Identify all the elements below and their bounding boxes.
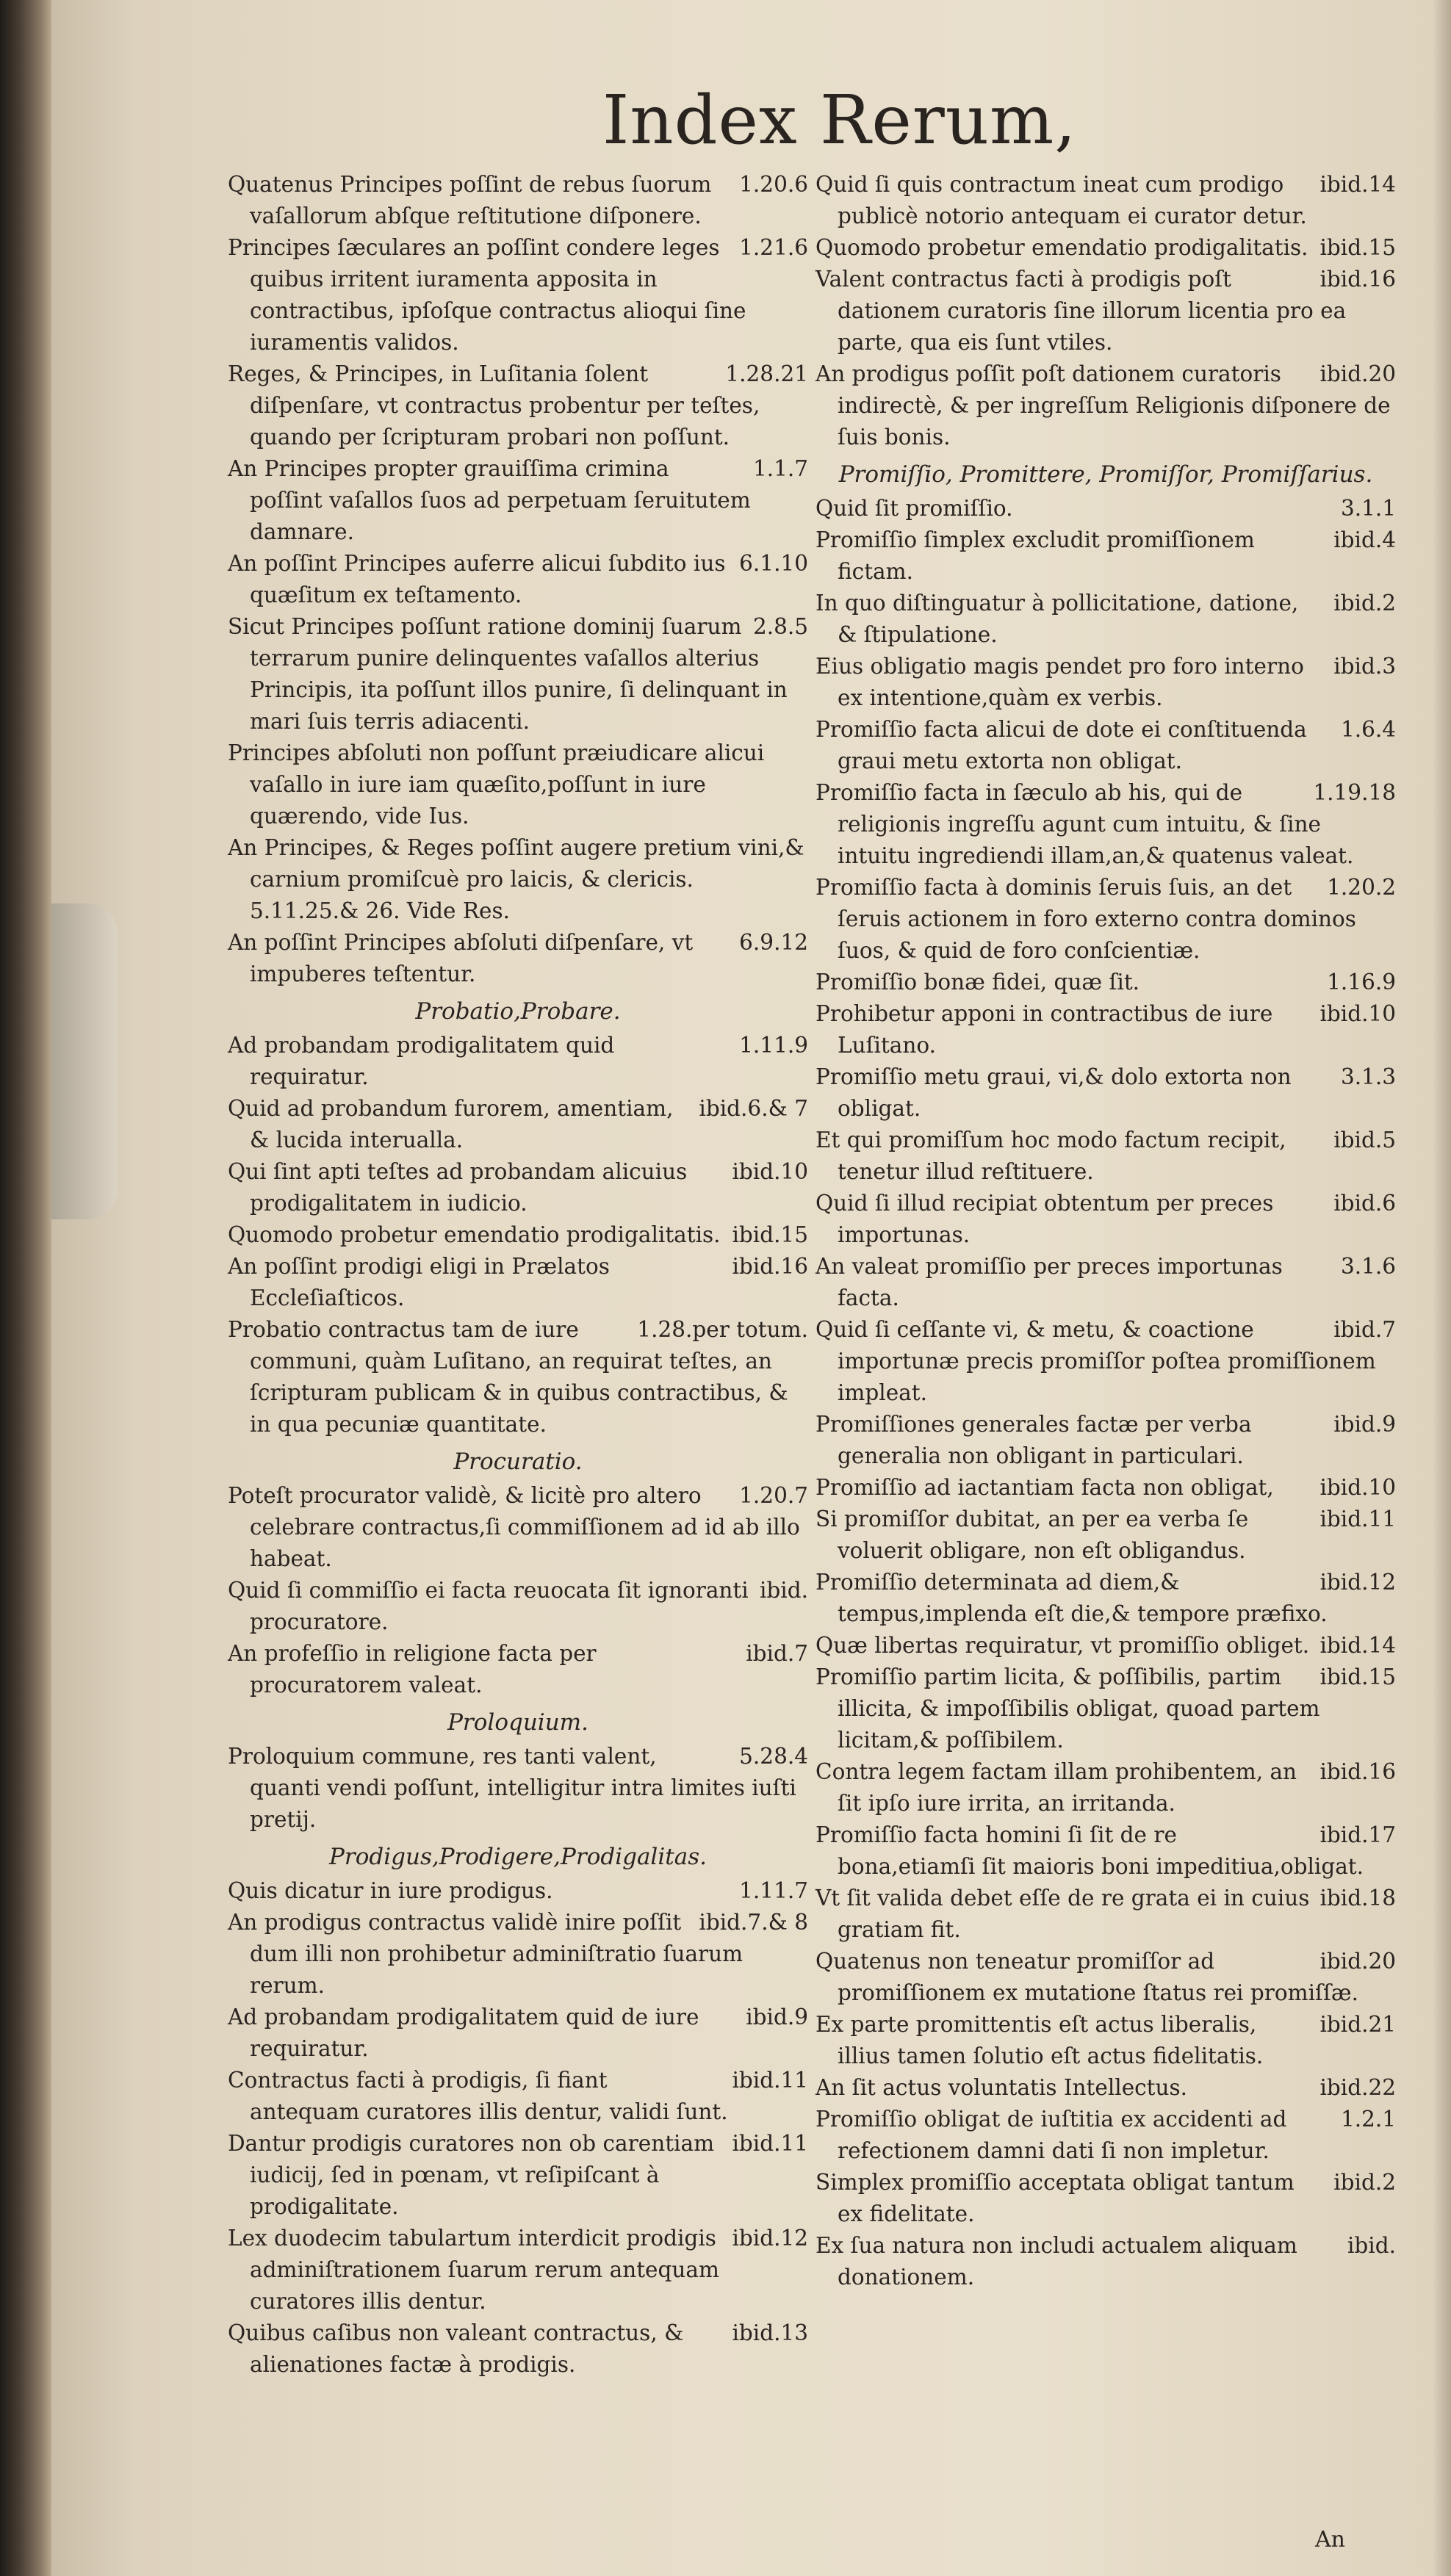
entry-text: Quomodo probetur emendatio prodigalitatis. — [815, 235, 1308, 260]
entry-reference: 1.20.6 — [739, 172, 808, 197]
index-entry — [815, 651, 1396, 714]
index-entry — [815, 1314, 1396, 1409]
entry-reference: ibid.18 — [1319, 1886, 1396, 1911]
entry-text: Quid ſi illud recipiat obtentum per preces importunas. — [815, 1191, 1274, 1247]
entry-text: An poſſint prodigi eligi in Prælatos Eccleſiaſticos. — [228, 1254, 610, 1310]
index-entry — [815, 1756, 1396, 1819]
entry-text: Valent contractus facti à prodigis poſt dationem curatoris ſine illorum licentia pro ea parte, qua eis ſunt vtiles. — [815, 267, 1347, 355]
entry-reference: ibid.16 — [732, 1254, 808, 1279]
entry-text: Quibus caſibus non valeant contractus, & alienationes factæ à prodigis. — [228, 2320, 684, 2377]
entry-text: Et qui promiſſum hoc modo factum recipit, tenetur illud reſtituere. — [815, 1128, 1286, 1184]
entry-reference: 1.11.7 — [739, 1878, 808, 1903]
right-column — [815, 169, 1396, 2293]
index-entry — [815, 2009, 1396, 2072]
entry-reference: ibid.17 — [1319, 1822, 1396, 1847]
entry-text: Promiſſiones generales factæ per verba generalia non obligant in particulari. — [815, 1412, 1252, 1468]
entry-reference: ibid.13 — [732, 2320, 808, 2345]
entry-text: Eius obligatio magis pendet pro foro interno ex intentione,quàm ex verbis. — [815, 654, 1304, 710]
entry-text: Quid ſi ceſſante vi, & metu, & coactione importunæ precis promiſſor poſtea promiſſionem impleat. — [815, 1317, 1376, 1405]
entry-reference: ibid.2 — [1333, 591, 1396, 616]
index-entry — [815, 967, 1396, 998]
index-page — [51, 0, 1451, 2576]
entry-reference: ibid.7 — [746, 1641, 808, 1666]
index-entry — [228, 1156, 808, 1219]
index-entry — [815, 2230, 1396, 2293]
index-entry — [228, 1314, 808, 1440]
entry-text: An ſit actus voluntatis Intellectus. — [815, 2075, 1188, 2100]
index-entry — [815, 714, 1396, 777]
index-entry — [228, 2065, 808, 2128]
index-entry — [815, 1251, 1396, 1314]
index-entry — [815, 1567, 1396, 1630]
entry-text: Promiſſio facta alicui de dote ei conſtituenda graui metu extorta non obligat. — [815, 717, 1307, 773]
index-entry — [228, 1480, 808, 1575]
book-spine — [0, 0, 51, 2576]
index-entry — [815, 524, 1396, 588]
index-entry — [815, 1409, 1396, 1472]
index-entry — [815, 1125, 1396, 1188]
index-entry — [815, 264, 1396, 358]
entry-reference: ibid.6.& 7 — [699, 1096, 808, 1121]
entry-text: An valeat promiſſio per preces importunas facta. — [815, 1254, 1283, 1310]
index-entry — [815, 872, 1396, 967]
entry-reference: ibid.6 — [1333, 1191, 1396, 1216]
index-entry — [815, 1188, 1396, 1251]
entry-reference: 1.28.21 — [725, 361, 808, 386]
entry-text: Promiſſio ad iactantiam facta non obligat, — [815, 1475, 1274, 1500]
entry-text: Quatenus Principes poſſint de rebus ſuorum vaſallorum abſque reſtitutione diſponere. — [228, 172, 712, 228]
entry-reference: ibid.2 — [1333, 2170, 1396, 2195]
entry-reference: ibid.7 — [1333, 1317, 1396, 1342]
entry-text: An poſſint Principes auferre alicui ſubdito ius quæſitum ex teſtamento. — [228, 551, 726, 607]
entry-text: Principes ſæculares an poſſint condere leges quibus irritent iuramenta apposita in contractibus, ipſoſque contractus alioqui ſine iuramentis validos. — [228, 235, 746, 355]
entry-reference: ibid.14 — [1319, 172, 1396, 197]
index-entry — [815, 358, 1396, 453]
index-entry — [228, 611, 808, 737]
entry-text: Promiſſio facta in ſæculo ab his, qui de religionis ingreſſu agunt cum intuitu, & ſine intuitu ingrediendi illam,an,& quatenus valeat. — [815, 780, 1354, 868]
catchword: An — [1315, 2527, 1345, 2552]
index-entry — [228, 2223, 808, 2317]
entry-text: Quatenus non teneatur promiſſor ad promiſſionem ex mutatione ſtatus rei promiſſæ. — [815, 1949, 1358, 2005]
entry-reference: 1.20.2 — [1327, 875, 1396, 900]
entry-reference: ibid.11 — [732, 2068, 808, 2093]
entry-reference: 1.28.per totum. — [637, 1317, 808, 1342]
entry-reference: 1.2.1 — [1340, 2107, 1396, 2132]
index-entry — [228, 453, 808, 548]
entry-text: Prohibetur apponi in contractibus de iure Luſitano. — [815, 1001, 1273, 1058]
entry-text: Quid ſi quis contractum ineat cum prodigo publicè notorio antequam ei curator detur. — [815, 172, 1307, 228]
index-entry — [228, 2128, 808, 2223]
entry-text: Reges, & Principes, in Luſitania ſolent diſpenſare, vt contractus probentur per teſtes, quando per ſcripturam probari non poſſunt. — [228, 361, 760, 450]
index-entry — [815, 1662, 1396, 1756]
index-entry — [228, 2002, 808, 2065]
section-heading: Promiſſio, Promittere, Promiſſor, Promiſſarius. — [838, 461, 1373, 488]
entry-text: Poteſt procurator validè, & licitè pro altero celebrare contractus,ſi commiſſionem ad id ab illo habeat. — [228, 1483, 800, 1571]
entry-reference: 1.11.9 — [739, 1033, 808, 1058]
entry-reference: ibid.10 — [732, 1159, 808, 1184]
entry-text: Vt ſit valida debet eſſe de re grata ei in cuius gratiam fit. — [815, 1886, 1310, 1942]
entry-reference: ibid.12 — [732, 2226, 808, 2251]
entry-text: Promiſſio facta à dominis ſeruis ſuis, an det ſeruis actionem in foro externo contra dominos ſuos, & quid de foro conſcientiæ. — [815, 875, 1356, 963]
section-heading: Prodigus,Prodigere,Prodigalitas. — [329, 1844, 707, 1870]
entry-reference: ibid.22 — [1319, 2075, 1396, 2100]
entry-text: Promiſſio facta homini ſi ſit de re bona,etiamſi ſit maioris boni impeditiua,obligat. — [815, 1822, 1364, 1879]
index-entry — [815, 2104, 1396, 2167]
index-entry — [815, 1630, 1396, 1662]
section-heading: Probatio,Probare. — [415, 998, 621, 1025]
entry-reference: ibid.15 — [1319, 1664, 1396, 1689]
page-clip-shadow — [51, 903, 118, 1219]
entry-reference: 1.1.7 — [752, 456, 808, 481]
entry-reference: 3.1.6 — [1340, 1254, 1396, 1279]
entry-text: Promiſſio ſimplex excludit promiſſionem fictam. — [815, 527, 1255, 584]
entry-reference: ibid.10 — [1319, 1001, 1396, 1026]
entry-text: An Principes, & Reges poſſint augere pretium vini,& carnium promiſcuè pro laicis, & clericis. 5.11.25.& 26. Vide Res. — [228, 835, 804, 923]
index-entry — [228, 1030, 808, 1093]
index-entry — [815, 777, 1396, 872]
index-entry — [228, 358, 808, 453]
index-entry — [815, 998, 1396, 1061]
entry-text: Contractus facti à prodigis, ſi fiant antequam curatores illis dentur, validi ſunt. — [228, 2068, 728, 2124]
index-entry — [815, 232, 1396, 264]
entry-reference: ibid.4 — [1333, 527, 1396, 552]
entry-text: Quis dicatur in iure prodigus. — [228, 1878, 553, 1903]
entry-text: Ad probandam prodigalitatem quid de iure requiratur. — [228, 2005, 699, 2061]
entry-reference: ibid.12 — [1319, 1570, 1396, 1595]
index-entry — [228, 1093, 808, 1156]
entry-text: Promiſſio obligat de iuſtitia ex accidenti ad refectionem damni dati ſi non impletur. — [815, 2107, 1287, 2163]
entry-text: Quæ libertas requiratur, vt promiſſio obliget. — [815, 1633, 1310, 1658]
index-entry — [815, 1472, 1396, 1504]
entry-reference: 6.1.10 — [739, 551, 808, 576]
entry-reference: ibid.11 — [1319, 1507, 1396, 1531]
index-entry — [228, 1875, 808, 1907]
entry-text: Proloquium commune, res tanti valent, quanti vendi poſſunt, intelligitur intra limites iuſti pretij. — [228, 1744, 796, 1832]
page-edge-shadow — [1432, 0, 1451, 2576]
entry-text: An poſſint Principes abſoluti diſpenſare, vt impuberes teſtentur. — [228, 930, 694, 986]
entry-text: Contra legem factam illam prohibentem, an ſit ipſo iure irrita, an irritanda. — [815, 1759, 1297, 1816]
entry-reference: 1.20.7 — [739, 1483, 808, 1508]
entry-reference: ibid.9 — [746, 2005, 808, 2030]
index-entry — [228, 1741, 808, 1836]
section-heading: Procuratio. — [453, 1448, 583, 1475]
entry-reference: ibid.20 — [1319, 361, 1396, 386]
entry-reference: ibid.9 — [1333, 1412, 1396, 1437]
entry-text: Promiſſio partim licita, & poſſibilis, partim illicita, & impoſſibilis obligat, quoad partem licitam,& poſſibilem. — [815, 1664, 1320, 1753]
index-entry — [228, 1575, 808, 1638]
entry-reference: ibid.10 — [1319, 1475, 1396, 1500]
index-entry — [228, 2317, 808, 2381]
index-entry — [815, 2167, 1396, 2230]
entry-text: In quo diſtinguatur à pollicitatione, datione, & ſtipulatione. — [815, 591, 1299, 647]
entry-text: Quid ſi commiſſio ei facta reuocata ſit ignoranti procuratore. — [228, 1578, 749, 1634]
entry-text: Simplex promiſſio acceptata obligat tantum ex fidelitate. — [815, 2170, 1295, 2226]
index-entry — [815, 1819, 1396, 1883]
entry-reference: ibid.5 — [1333, 1128, 1396, 1152]
entry-reference: 1.6.4 — [1340, 717, 1396, 742]
page-title: Index Rerum, — [602, 81, 1077, 159]
left-column — [228, 169, 808, 2381]
entry-reference: ibid.15 — [732, 1222, 808, 1247]
entry-text: Quid ad probandum furorem, amentiam, & lucida interualla. — [228, 1096, 674, 1152]
index-entry — [815, 169, 1396, 232]
entry-reference: ibid.7.& 8 — [699, 1910, 808, 1935]
index-entry — [228, 832, 808, 927]
index-entry — [815, 493, 1396, 524]
entry-reference: 3.1.3 — [1340, 1064, 1396, 1089]
entry-reference: ibid.11 — [732, 2131, 808, 2156]
entry-text: An profeſſio in religione facta per procuratorem valeat. — [228, 1641, 597, 1698]
index-entry — [228, 232, 808, 358]
index-entry — [815, 588, 1396, 651]
index-entry — [228, 1638, 808, 1701]
entry-text: Ex ſua natura non includi actualem aliquam donationem. — [815, 2233, 1297, 2290]
entry-text: Lex duodecim tabulartum interdicit prodigis adminiſtrationem ſuarum rerum antequam curatores illis dentur. — [228, 2226, 719, 2314]
entry-reference: ibid. — [759, 1578, 808, 1603]
entry-text: Promiſſio bonæ fidei, quæ ſit. — [815, 970, 1140, 995]
entry-text: Si promiſſor dubitat, an per ea verba ſe voluerit obligare, non eſt obligandus. — [815, 1507, 1249, 1563]
entry-reference: ibid.21 — [1319, 2012, 1396, 2037]
index-entry — [815, 1883, 1396, 1946]
entry-text: Promiſſio determinata ad diem,& tempus,implenda eſt die,& tempore præfixo. — [815, 1570, 1328, 1626]
index-entry — [815, 2072, 1396, 2104]
entry-reference: 3.1.1 — [1340, 496, 1396, 521]
entry-reference: ibid. — [1347, 2233, 1396, 2258]
entry-text: Quid ſit promiſſio. — [815, 496, 1013, 521]
entry-text: An prodigus contractus validè inire poſſit dum illi non prohibetur adminiſtratio ſuarum rerum. — [228, 1910, 743, 1998]
entry-text: Ad probandam prodigalitatem quid requiratur. — [228, 1033, 615, 1089]
index-entry — [228, 1907, 808, 2002]
entry-reference: ibid.16 — [1319, 267, 1396, 292]
entry-reference: ibid.20 — [1319, 1949, 1396, 1974]
entry-text: Ex parte promittentis eſt actus liberalis, illius tamen ſolutio eſt actus fidelitatis. — [815, 2012, 1264, 2068]
entry-reference: 1.21.6 — [739, 235, 808, 260]
entry-reference: ibid.16 — [1319, 1759, 1396, 1784]
entry-reference: ibid.3 — [1333, 654, 1396, 679]
index-entry — [228, 548, 808, 611]
section-heading: Proloquium. — [447, 1709, 588, 1736]
entry-text: Sicut Principes poſſunt ratione dominij ſuarum terrarum punire delinquentes vaſallos alterius Principis, ita poſſunt illos punire, ſi delinquant in mari ſuis terris adiacenti. — [228, 614, 788, 734]
entry-text: Qui ſint apti teſtes ad probandam alicuius prodigalitatem in iudicio. — [228, 1159, 688, 1216]
index-entry — [815, 1061, 1396, 1125]
entry-reference: ibid.15 — [1319, 235, 1396, 260]
entry-text: An prodigus poſſit poſt dationem curatoris indirectè, & per ingreſſum Religionis diſponere de ſuis bonis. — [815, 361, 1391, 450]
entry-reference: 2.8.5 — [752, 614, 808, 639]
index-entry — [228, 927, 808, 990]
entry-text: An Principes propter grauiſſima crimina poſſint vaſallos ſuos ad perpetuam ſeruitutem damnare. — [228, 456, 751, 544]
entry-reference: ibid.14 — [1319, 1633, 1396, 1658]
entry-text: Probatio contractus tam de iure communi, quàm Luſitano, an requirat teſtes, an ſcripturam publicam & in quibus contractibus, & in qua pecuniæ quantitate. — [228, 1317, 788, 1437]
entry-reference: 1.19.18 — [1313, 780, 1396, 805]
index-entry — [228, 169, 808, 232]
index-entry — [815, 1504, 1396, 1567]
entry-reference: 1.16.9 — [1327, 970, 1396, 995]
entry-reference: 5.28.4 — [739, 1744, 808, 1769]
entry-text: Promiſſio metu graui, vi,& dolo extorta non obligat. — [815, 1064, 1292, 1121]
entry-text: Quomodo probetur emendatio prodigalitatis. — [228, 1222, 721, 1247]
index-entry — [228, 1219, 808, 1251]
index-entry — [228, 1251, 808, 1314]
entry-text: Principes abſoluti non poſſunt præiudicare alicui vaſallo in iure iam quæſito,poſſunt in iure quærendo, vide Ius. — [228, 740, 765, 829]
entry-reference: 6.9.12 — [739, 930, 808, 955]
index-entry — [228, 737, 808, 832]
entry-text: Dantur prodigis curatores non ob carentiam iudicij, ſed in pœnam, vt reſipiſcant à prodigalitate. — [228, 2131, 715, 2219]
index-entry — [815, 1946, 1396, 2009]
